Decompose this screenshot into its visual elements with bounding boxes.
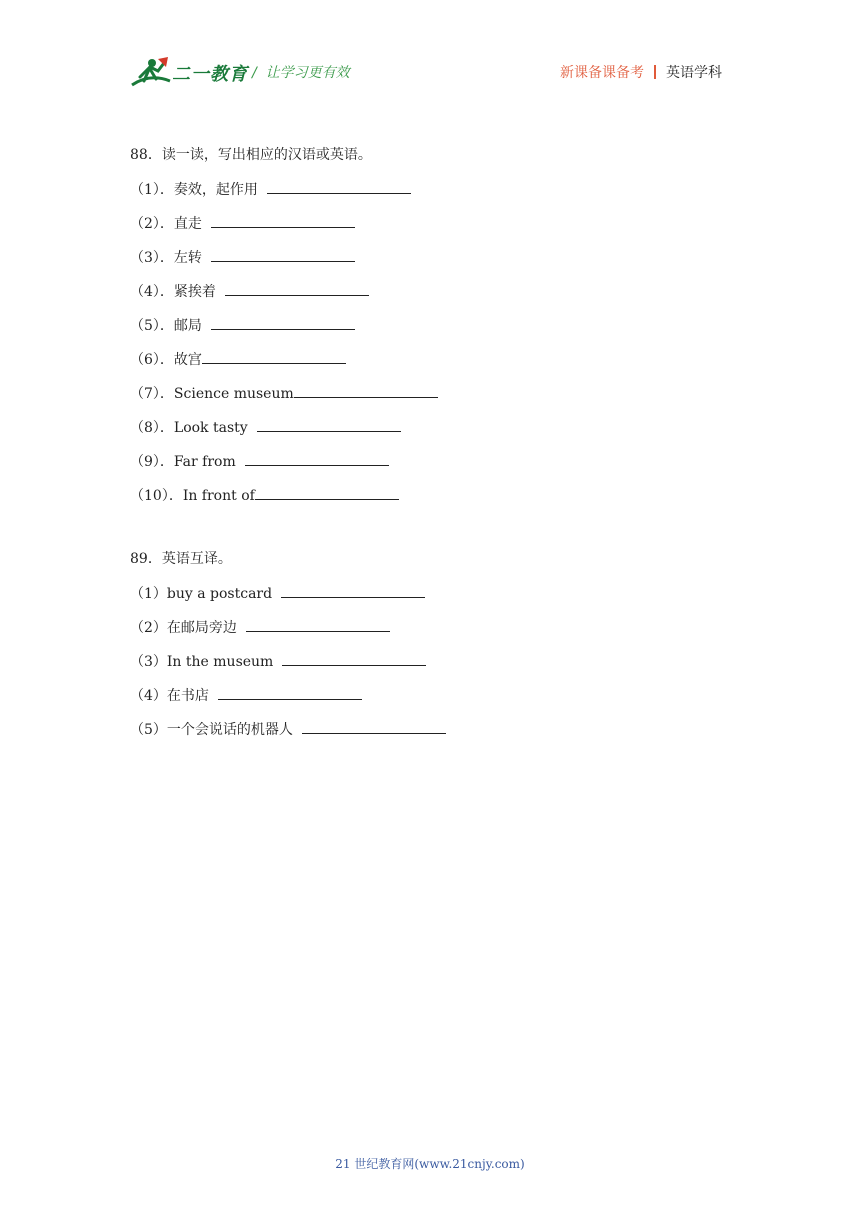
item-label: （3）In the museum [130,654,274,670]
question-88-item [130,349,730,383]
answer-blank[interactable] [267,179,411,194]
item-label: （5）一个会说话的机器人 [130,722,293,738]
answer-blank[interactable] [257,417,401,432]
answer-blank[interactable] [218,685,362,700]
answer-blank[interactable] [302,719,446,734]
question-89-title: 89．英语互译。 [130,551,232,567]
question-89-item [130,617,730,651]
slogan-text: 让学习更有效 [265,65,350,81]
question-88-title: 88．读一读，写出相应的汉语或英语。 [130,147,372,163]
header-label-subject: 英语学科 [666,65,722,81]
question-88-item [130,417,730,451]
question-88-item [130,281,730,315]
question-88-item [130,213,730,247]
answer-blank[interactable] [202,349,346,364]
question-88-item [130,383,730,417]
question-89-item [130,685,730,719]
header-label-course: 新课备课备考 [560,65,644,81]
item-label: （3）．左转 [130,250,202,266]
slogan-slash: / [252,65,257,81]
item-label: （4）在书店 [130,688,209,704]
item-label: （2）在邮局旁边 [130,620,237,636]
answer-blank[interactable] [282,651,426,666]
question-88-item [130,315,730,349]
item-label: （1）．奏效，起作用 [130,182,258,198]
answer-blank[interactable] [211,247,355,262]
item-label: （10）．In front of [130,488,255,504]
question-88-item [130,485,730,519]
item-label: （4）．紧挨着 [130,284,216,300]
section-spacer [130,519,730,549]
answer-blank[interactable] [225,281,369,296]
answer-blank[interactable] [211,315,355,330]
answer-blank[interactable] [211,213,355,228]
header-separator [654,65,656,79]
question-88-item [130,451,730,485]
answer-blank[interactable] [246,617,390,632]
item-label: （2）．直走 [130,216,202,232]
slogan [252,62,350,82]
item-label: （6）．故宫 [130,352,202,368]
answer-blank[interactable] [294,383,438,398]
item-label: （9）．Far from [130,454,236,470]
worksheet-content [130,145,730,753]
item-label: （8）．Look tasty [130,420,248,436]
question-88-item [130,179,730,213]
header-right [560,62,722,82]
logo-text: 二一教育 [172,64,248,85]
question-89-item [130,651,730,685]
question-88-item [130,247,730,281]
page-header [0,0,860,100]
question-89-item [130,583,730,617]
answer-blank[interactable] [281,583,425,598]
answer-blank[interactable] [245,451,389,466]
question-89-item [130,719,730,753]
item-label: （5）．邮局 [130,318,202,334]
page-footer: 21 世纪教育网(www.21cnjy.com) [335,1157,525,1171]
item-label: （7）．Science museum [130,386,294,402]
item-label: （1）buy a postcard [130,586,273,602]
answer-blank[interactable] [255,485,399,500]
